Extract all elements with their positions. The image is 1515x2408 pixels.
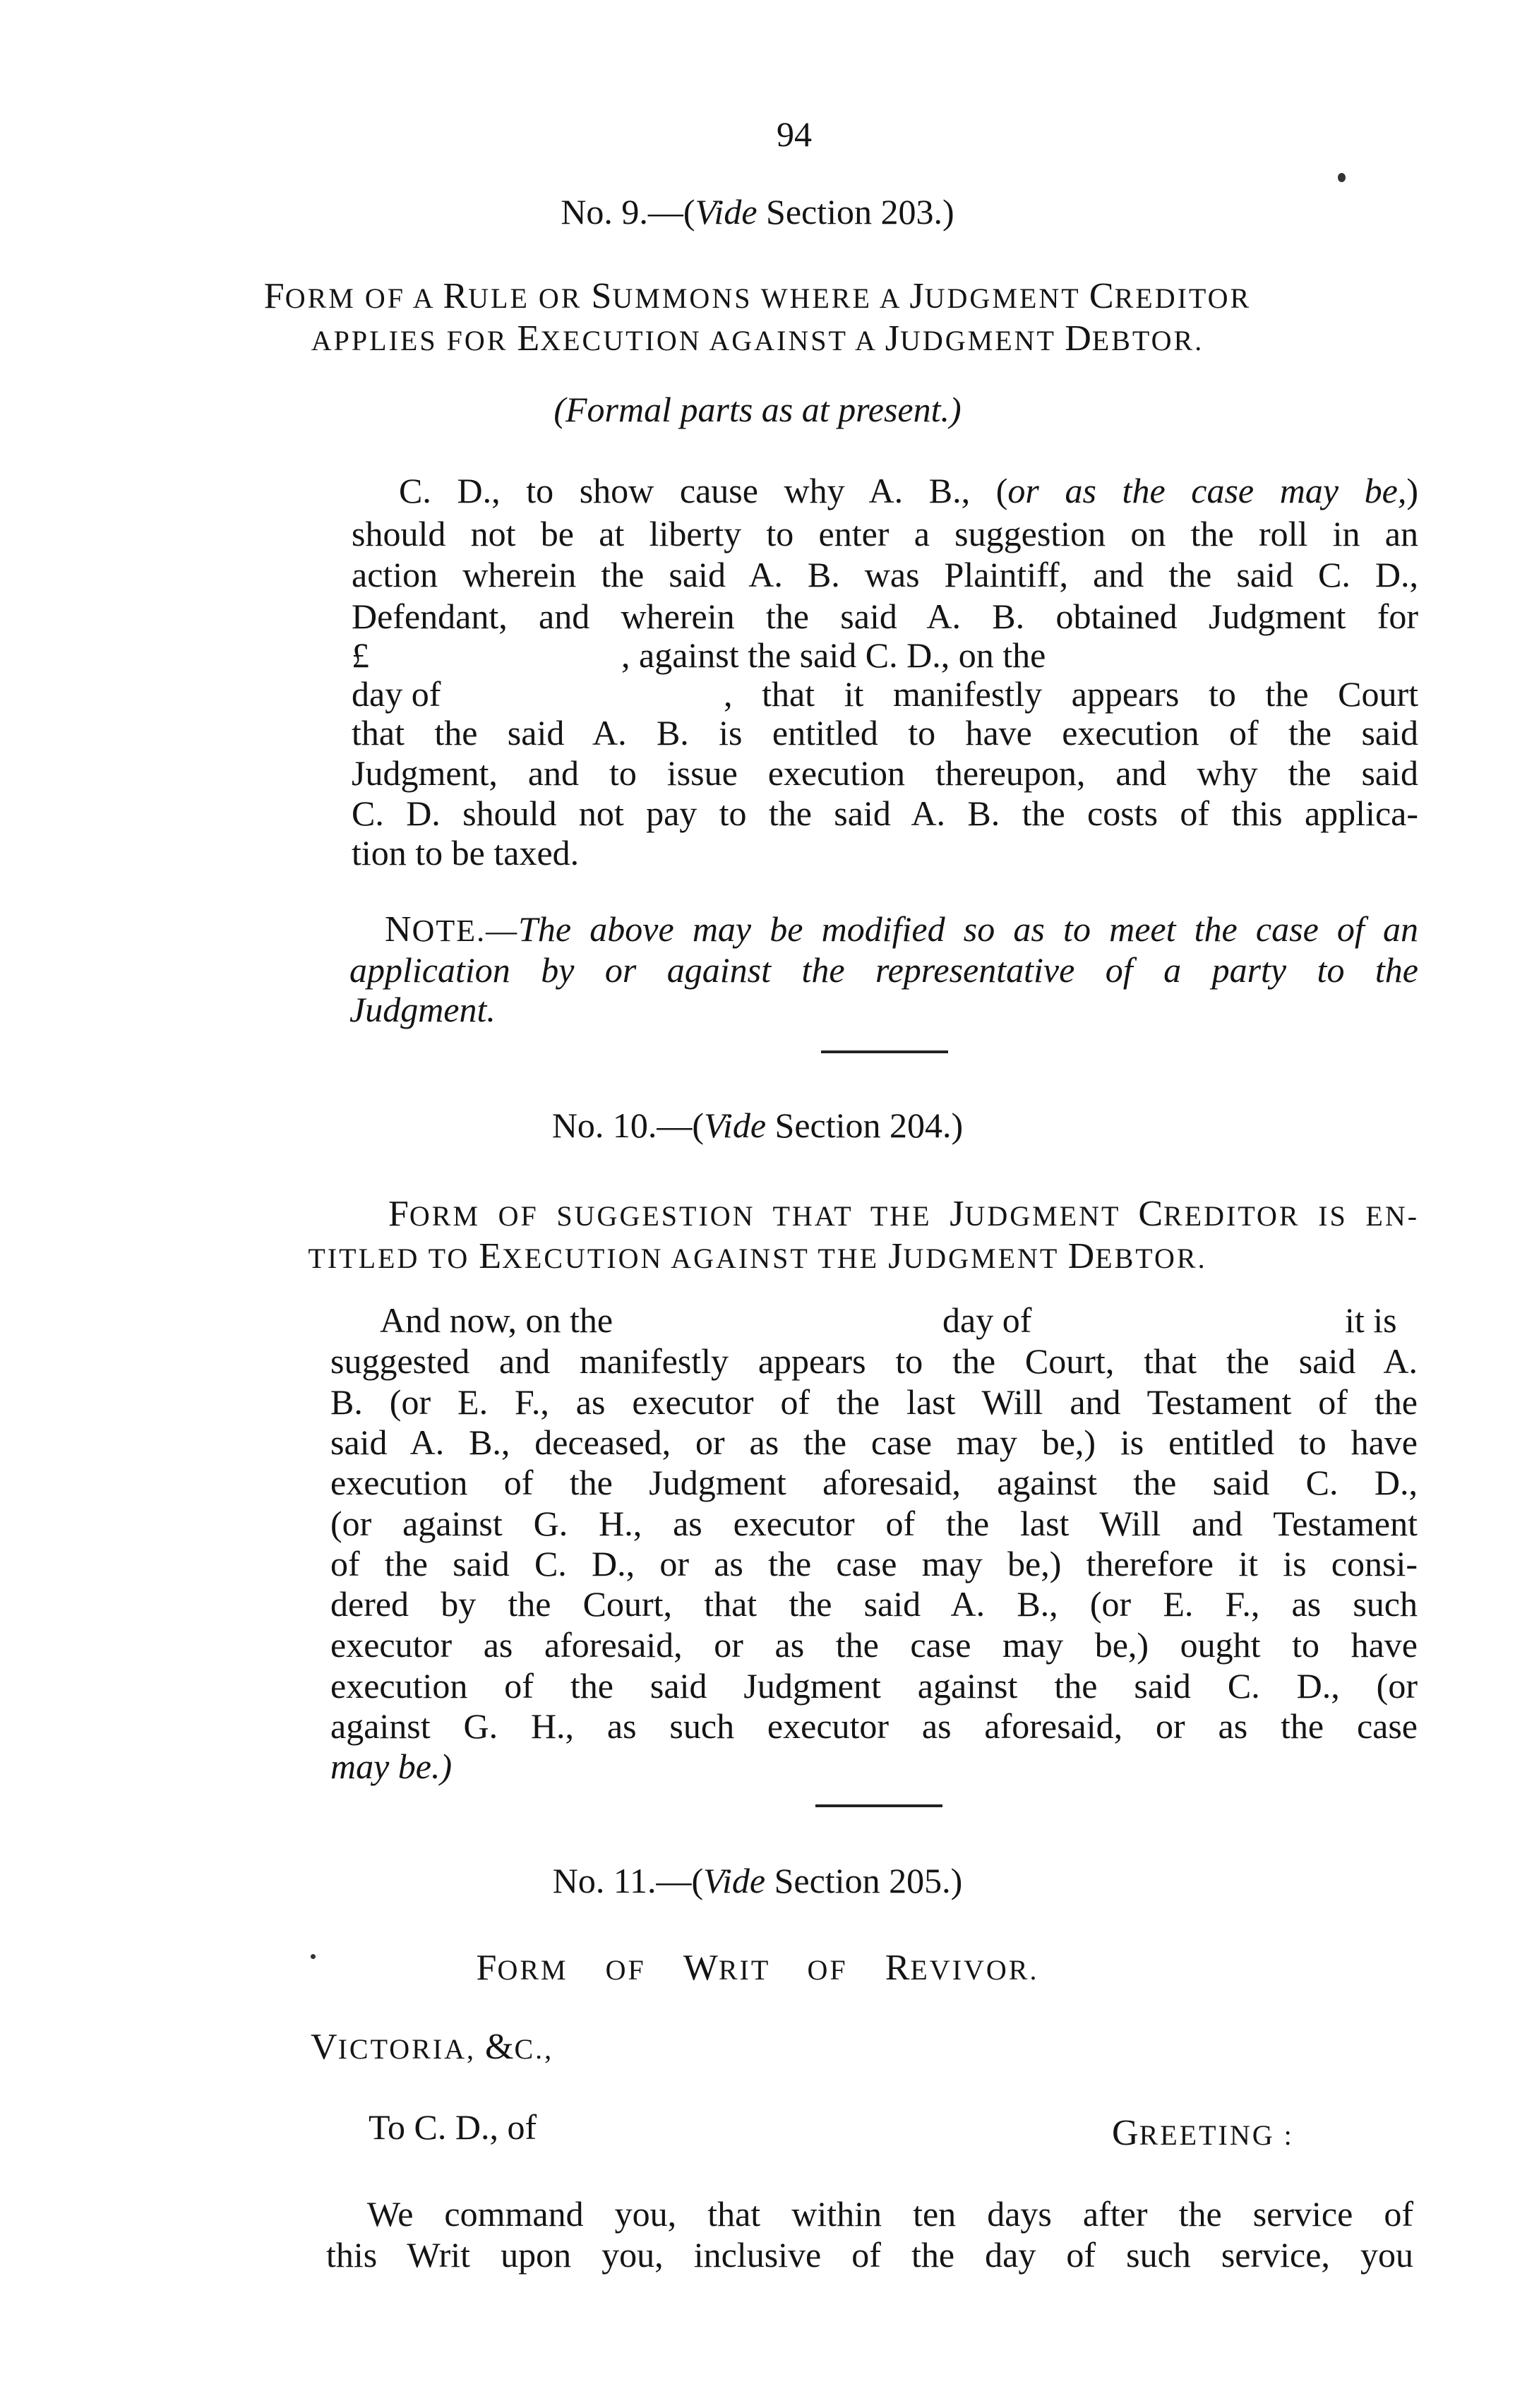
section-10-body-line-1: suggested and manifestly appears to the Court, that the said A. xyxy=(330,1341,1418,1381)
section-9-body-line-3: action wherein the said A. B. was Plaintiff, and the said C. D., xyxy=(352,555,1418,594)
section-11-title: FORM OF WRIT OF REVIVOR. xyxy=(476,1948,1039,1988)
formal-parts-text: (Formal parts as at present.) xyxy=(553,390,962,429)
note-label: NOTE.— xyxy=(385,909,519,950)
day-line-text: , that it manifestly appears to the Court xyxy=(724,674,1418,714)
divider-rule-2 xyxy=(815,1804,942,1807)
page-number: 94 xyxy=(777,114,812,154)
ink-speck xyxy=(311,1954,316,1959)
section-10-closing-italic: may be.) xyxy=(330,1747,453,1786)
section-9-heading xyxy=(0,192,1515,232)
section-10-body-line-11 xyxy=(330,1747,452,1786)
section-9-heading-prefix: No. 9.—( xyxy=(561,192,695,232)
section-9-body-line-1 xyxy=(399,471,1418,510)
pound-line-text: , against the said C. D., on the xyxy=(621,635,1046,675)
section-10-body-line-3: said A. B., deceased, or as the case may be,) is entitled to have xyxy=(330,1422,1418,1462)
section-10-body-line-8: executor as aforesaid, or as the case may be,) ought to have xyxy=(330,1625,1418,1665)
pound-sign: £ xyxy=(352,635,369,675)
section-11-body-line-2: this Writ upon you, inclusive of the day of such service, you xyxy=(326,2235,1413,2275)
note-text-2: application by or against the representative of a party to the xyxy=(349,950,1418,990)
line-1-part-a: C. D., to show cause why A. B., ( xyxy=(399,471,1008,510)
section-10-title-line-1: FORM OF SUGGESTION THAT THE JUDGMENT CREDITOR IS EN- xyxy=(388,1194,1420,1234)
section-10-body-line-5: (or against G. H., as executor of the last Will and Testament xyxy=(330,1504,1418,1543)
section-11-body-line-1: We command you, that within ten days after the service of xyxy=(367,2194,1413,2234)
section-10-body-line-4: execution of the Judgment aforesaid, against the said C. D., xyxy=(330,1463,1418,1502)
section-10-heading xyxy=(0,1106,1515,1145)
section-10-heading-vide: Vide xyxy=(704,1106,767,1145)
note-text-1: The above may be modified so as to meet the case of an xyxy=(518,909,1418,949)
section-9-body-line-9: C. D. should not pay to the said A. B. the costs of this applica- xyxy=(352,793,1418,833)
section-9-body-line-4: Defendant, and wherein the said A. B. obtained Judgment for xyxy=(352,597,1418,636)
victoria-salutation: VICTORIA, &C., xyxy=(311,2027,554,2067)
section-10-body-line-2: B. (or E. F., as executor of the last Will and Testament of the xyxy=(330,1382,1418,1422)
section-9-body-line-2: should not be at liberty to enter a suggestion on the roll in an xyxy=(352,514,1418,553)
day-of-label: day of xyxy=(352,674,441,714)
section-9-heading-vide: Vide xyxy=(695,192,758,232)
divider-rule-1 xyxy=(821,1050,948,1053)
section-9-body-line-8: Judgment, and to issue execution thereupon, and why the said xyxy=(352,753,1418,793)
note-line-3 xyxy=(349,990,496,1029)
note-line-2 xyxy=(349,950,1418,990)
section-10-heading-suffix: Section 204.) xyxy=(766,1106,964,1145)
section-9-body-line-10: tion to be taxed. xyxy=(352,833,580,873)
section-11-heading-prefix: No. 11.—( xyxy=(552,1861,704,1900)
section-10-body-line-9: execution of the said Judgment against the said C. D., (or xyxy=(330,1666,1418,1706)
ink-speck xyxy=(1338,173,1346,182)
section-10-heading-prefix: No. 10.—( xyxy=(551,1106,705,1145)
section-10-title-line-2: TITLED TO EXECUTION AGAINST THE JUDGMENT DEBTOR. xyxy=(308,1236,1207,1276)
section-9-title-line-2: APPLIES FOR EXECUTION AGAINST A JUDGMENT DEBTOR. xyxy=(311,318,1204,359)
section-10-intro-c: it is xyxy=(1345,1300,1397,1340)
line-1-part-c: ) xyxy=(1406,471,1418,510)
greeting-label: GREETING : xyxy=(1112,2113,1294,2153)
section-10-body-line-7: dered by the Court, that the said A. B., (or E. F., as such xyxy=(330,1584,1418,1624)
section-11-heading-vide: Vide xyxy=(703,1861,766,1900)
section-9-body-line-7: that the said A. B. is entitled to have execution of the said xyxy=(352,713,1418,753)
line-1-part-italic: or as the case may be, xyxy=(1007,471,1407,510)
section-10-body-line-6: of the said C. D., or as the case may be,) therefore it is consi- xyxy=(330,1544,1418,1583)
section-11-heading xyxy=(0,1861,1515,1900)
section-10-body-line-10: against G. H., as such executor as aforesaid, or as the case xyxy=(330,1706,1418,1746)
section-9-title-line-1: FORM OF A RULE OR SUMMONS WHERE A JUDGMENT CREDITOR xyxy=(263,276,1252,316)
formal-parts-note xyxy=(0,390,1515,429)
addressee-line: To C. D., of xyxy=(369,2107,537,2147)
section-9-heading-suffix: Section 203.) xyxy=(757,192,954,232)
section-10-intro-a: And now, on the xyxy=(380,1300,613,1340)
note-line-1 xyxy=(385,909,1418,951)
section-11-heading-suffix: Section 205.) xyxy=(765,1861,963,1900)
section-10-intro-b: day of xyxy=(942,1300,1032,1340)
note-text-3: Judgment. xyxy=(349,990,496,1029)
